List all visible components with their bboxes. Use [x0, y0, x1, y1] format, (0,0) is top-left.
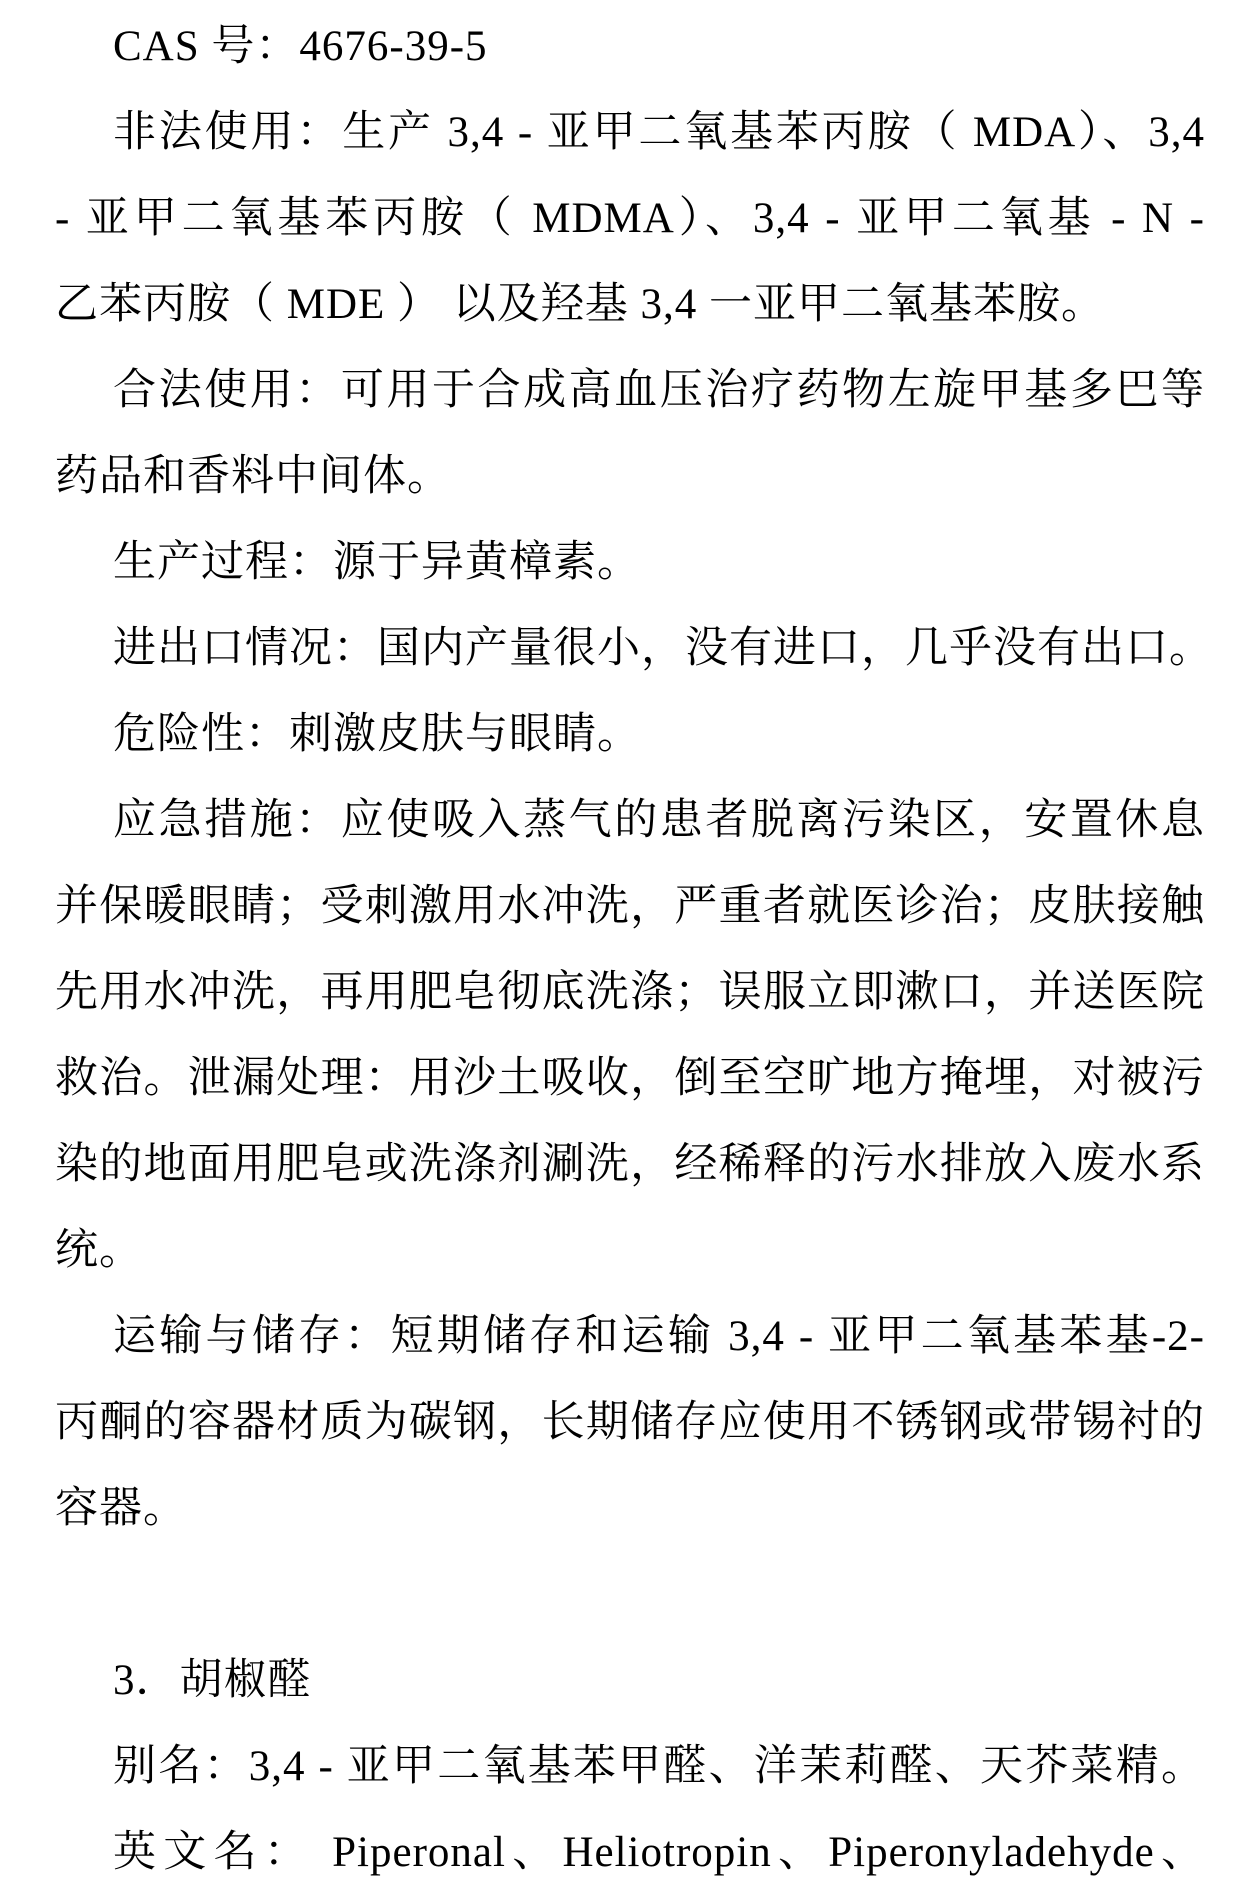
production-process-line: 生产过程：源于异黄樟素。	[113, 539, 641, 586]
emergency-measures-line-1: 应急措施：应使吸入蒸气的患者脱离污染区，安置休息	[113, 797, 1205, 844]
illegal-use-line-3: 乙苯丙胺（ MDE ） 以及羟基 3,4 一亚甲二氧基苯胺。	[55, 281, 1106, 328]
transport-storage-line-2: 丙酮的容器材质为碳钢，长期储存应使用不锈钢或带锡衬的	[55, 1399, 1205, 1446]
english-name-line: 英文名： Piperonal、Heliotropin、Piperonyladehyde、	[113, 1829, 1205, 1876]
transport-storage-line-3: 容器。	[55, 1485, 187, 1532]
legal-use-line-2: 药品和香料中间体。	[55, 453, 451, 500]
emergency-measures-line-2: 并保暖眼睛；受刺激用水冲洗，严重者就医诊治；皮肤接触	[55, 883, 1205, 930]
illegal-use-line-1: 非法使用：生产 3,4 - 亚甲二氧基苯丙胺（ MDA）、3,4	[113, 109, 1205, 156]
emergency-measures-line-5: 染的地面用肥皂或洗涤剂涮洗，经稀释的污水排放入废水系	[55, 1141, 1205, 1188]
import-export-line: 进出口情况：国内产量很小，没有进口，几乎没有出口。	[113, 625, 1213, 672]
emergency-measures-line-6: 统。	[55, 1227, 143, 1274]
blank-spacer-line	[55, 1552, 1205, 1638]
transport-storage-line-1: 运输与储存：短期储存和运输 3,4 - 亚甲二氧基苯基-2-	[113, 1313, 1205, 1360]
emergency-measures-line-4: 救治。泄漏处理：用沙土吸收，倒至空旷地方掩埋，对被污	[55, 1055, 1205, 1102]
emergency-measures-line-3: 先用水冲洗，再用肥皂彻底洗涤；误服立即漱口，并送医院	[55, 969, 1205, 1016]
cas-number-line: CAS 号：4676-39-5	[113, 23, 488, 70]
legal-use-line-1: 合法使用：可用于合成高血压治疗药物左旋甲基多巴等	[113, 367, 1205, 414]
hazard-line: 危险性：刺激皮肤与眼睛。	[113, 711, 641, 758]
alias-line: 别名：3,4 - 亚甲二氧基苯甲醛、洋茉莉醛、天芥菜精。	[113, 1743, 1205, 1790]
illegal-use-line-2: - 亚甲二氧基苯丙胺（ MDMA）、3,4 - 亚甲二氧基 - N -	[55, 195, 1205, 242]
section-3-heading: 3．胡椒醛	[113, 1657, 312, 1704]
